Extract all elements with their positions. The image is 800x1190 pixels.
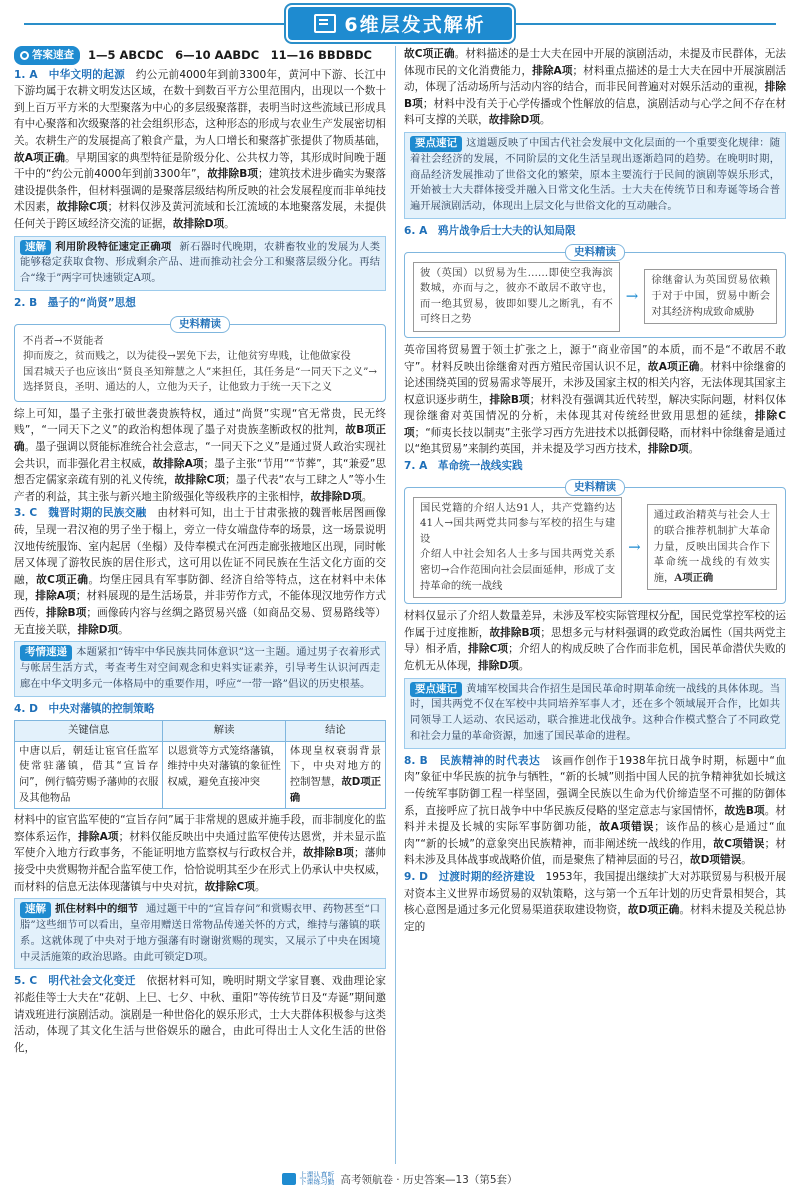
q3-head: 3. C 魏晋时期的民族交融 (14, 507, 147, 520)
q2-source-line-2: 抑而废之，贫而贱之，以为徒役→罢免下去，让他贫穷卑贱，让他做家役 (23, 350, 351, 363)
banner-title: 6维层发式解析 (344, 13, 486, 36)
exam-trend-tag: 考情速递 (20, 645, 72, 661)
q5-explanation-cont: 故C项正确。材料描述的是士大夫在园中开展的演剧活动，未提及市民群体，无法体现市民的文化消费能力，排除A项；材料重点描述的是士大夫在园中开展演剧活动，体现了活动场所与活动内容的结合，而非民间普遍对对娱乐活动的重视，排除B项；材料中没有关于心学传播或个性解放的信息，演剧活动与心学之间不存在材料可支撑的关联，故排除D项。 (404, 48, 787, 127)
q7-source-line-1: 国民党籍的介绍人达91人，共产党籍约达41人→国共两党共同参与军校的招生与建设 (420, 501, 616, 545)
page (14, 6, 786, 1184)
q2-source-line-3: 国君城天子也应该出“贤良圣知辩慧之人”来担任，其任务是“一同天下之义”→选择贤良，圣明、通达的人，立他为天子，让他致力于统一天下之义 (23, 365, 377, 394)
q4-th-conclusion: 结论 (285, 721, 385, 742)
publisher-logo: 上课认真听 下课练习勤 (282, 1172, 334, 1186)
q6-head: 6. A 鸦片战争后士大夫的认知局限 (404, 224, 576, 237)
footer-text: 高考领航卷 · 历史答案—13（第5套） (340, 1173, 518, 1186)
q4-explanation: 材料中的宦官监军使的“宣旨存问”属于非常规的恩威并施手段，而非制度化的监察体系运作，排除A项；材料仅能反映出中央通过监军使传达恩赏，并未显示监军使介入地方行政事务，不能证明地方监察权与行政权合并，故排除B项；藩帅接受中央赏赐物并配合监军使工作，恰恰说明其至少在形式上仍承认中央权威，而材料的信息无法体现藩镇与中央对抗，故排除C项。 (14, 814, 387, 893)
q9-head: 9. D 过渡时期的经济建设 (404, 870, 535, 883)
banner (14, 6, 786, 40)
q3-explanation: 3. C 魏晋时期的民族交融 由材料可知，出土于甘肃张掖的魏晋帐居图画像砖，呈现一君汉袍的男子坐于榻上，旁立一侍女端盘侍奉的场景，这一场景说明汉地传统服饰、室内起居（坐榻）及侍奉模式在河西走廊张掖地区出现，同时帐居又体现了游牧民族的居住形式，这可用以佐证不同民族在生活文化方面的交融，故C项正确。均堡庄园具有军事防御、经济自给等特点，这在材料中未体现，排除A项；材料展现的是生活场景，并非劳作方式，不能体现汉地劳作方式西传，排除B项；画像砖内容与丝绸之路贸易兴盛（如商品交易、贸易路线等）无直接关联，排除D项。 (14, 507, 387, 636)
q7-source-list (413, 497, 622, 599)
q7-key-note (404, 678, 786, 749)
q4-quick-note (14, 898, 386, 969)
q8-head: 8. B 民族精神的时代表达 (404, 754, 541, 767)
q6-source-card (404, 245, 786, 338)
q4-td-interpretation: 以恩赏等方式笼络藩镇，维持中央对藩镇的象征性权威，避免直接冲突 (163, 741, 285, 808)
arrow-right-icon: → (625, 286, 639, 305)
q1-head: 1. A 中华文明的起源 (14, 68, 125, 81)
q2-card-title: 史料精读 (170, 316, 230, 333)
q5-key-note (404, 132, 786, 219)
q6-card-title: 史料精读 (565, 244, 625, 261)
q6-explanation: 英帝国将贸易置于领土扩张之上，源于“商业帝国”的本质，而不是“不敢居不敢守”。材料反映出徐继畲对西方殖民帝国认识不足，故A项正确。材料中徐继畲的论述围绕英国的贸易需求等展开，未涉及国家主权的相关内容，无法体现其国家主权意识逐步萌生，排除B项；材料没有强调其近代转型，解决实际问题，材料仅体现徐继畲对英国情况的分析，未体现其对传统经世致用思想的延续，排除C项；“师夷长技以制夷”主张学习西方先进技术以抵御侵略，而材料中徐继畲是通过以“绝其贸易”来制约英国，并未提及学习西方技术，排除D项。 (404, 343, 786, 456)
q5-head: 5. C 明代社会文化变迁 (14, 975, 136, 988)
q4-analysis-table (14, 720, 386, 809)
document-icon (314, 14, 336, 33)
key-points-tag: 要点速记 (410, 682, 462, 698)
q4-td-key-info: 中唐以后，朝廷让宦官任监军使常驻藩镇，借其“宣旨存问”，例行犒劳赐予藩帅的衣服及其他物品 (15, 741, 163, 808)
q7-head: 7. A 革命统一战线实践 (404, 460, 523, 473)
quick-tag: 速解 (20, 240, 51, 256)
q4-th-key-info: 关键信息 (15, 721, 163, 742)
q9-explanation: 9. D 过渡时期的经济建设 1953年，我国提出继续扩大对苏联贸易与积极开展对资本主义世界市场贸易的双轨策略，这与第一个五年计划的历史背景相契合，其核心意图是通过多元化贸易渠道获取建设物资，故D项正确。材料未提及关税总协定的 (404, 870, 787, 933)
arrow-right-icon: → (628, 537, 641, 556)
banner-title-box (288, 7, 511, 40)
q1-quick-note (14, 236, 386, 291)
q3-exam-note (14, 641, 386, 696)
q5-note-text: 这道题反映了中国古代社会发展中文化层面的一个重要变化规律：随着社会经济的发展，不同阶层的文化生活呈现出逐渐趋同的趋势。在晚明时期，商品经济发展推动了世俗文化的繁荣，原本主要流行于民间的演剧等娱乐形式，开始被士大夫群体接受并融入日常文化生活。士大夫在传统节日和寿诞等场合普遍开展演剧活动，体现出上层文化与世俗文化的互动融合。 (410, 136, 780, 213)
q6-source-quote: 彼（英国）以贸易为生……即使空我海滨数城，亦而与之，彼亦不敢居不敢守也，而一绝其贸易，彼即如婴儿之断乳，有不可终日之势 (413, 262, 620, 332)
q6-flow (413, 262, 777, 332)
logo-icon (282, 1173, 296, 1185)
key-points-tag: 要点速记 (410, 136, 462, 152)
q7-flow (413, 497, 777, 599)
q7-note-text: 黄埔军校国共合作招生是国民革命时期革命统一战线的具体体现。当时，国共两党不仅在军校中共同培养军事人才，还在多个领域展开合作，比如共同领导工人运动、农民运动，联合推进北伐战争。这种合作模式整合了不同政党和社会力量的革命资源，加速了国民革命的进程。 (410, 682, 780, 742)
q3-note-text: 本题紧扣“铸牢中华民族共同体意识”这一主题。通过男子衣着形式与帐居生活方式，考查考生对空间观念和史料实证素养，引导考生认识河西走廊在中华文明多元一体格局中的重要作用，呼应“一带一路”倡议的历史根基。 (20, 646, 380, 690)
quick-tag: 速解 (20, 902, 51, 918)
q8-explanation: 8. B 民族精神的时代表达 该画作创作于1938年抗日战争时期，标题中“血肉”象征中华民族的抗争与牺牲，“新的长城”则指中国人民的抗争精神犹如长城这一传统军事防御工程一样坚固，强调全民族以生命为代价缔造坚不可摧的防御体系，直接呼应了抗日战争中中华民族反侵略的坚定意志与家国情怀，故选B项。材料并未提及长城的实际军事防御功能，故A项错误；该作品的核心是通过“血肉”“新的长城”的意象突出民族精神，而非阐述统一战线的作用，故C项错误；材料未涉及具体战事或战略价值，而是聚焦了精神层面的号召，故D项错误。 (404, 754, 787, 867)
q7-explanation: 材料仅显示了介绍人数量差异，未涉及军校实际管理权分配，国民党掌控军校的运作属于过度推断，故排除B项；思想多元与材料强调的政党政治属性（国共两党主导）相矛盾，排除C项；介绍人的构成反映了合作而非危机，国民革命潜伏失败的危机无从体现，排除D项。 (404, 610, 787, 673)
answer-key-text: 1—5 ABCDC 6—10 AABDC 11—16 BBDBDC (88, 48, 372, 62)
left-column (14, 46, 386, 1056)
q1-note-title: 利用阶段特征速定正确项 (55, 240, 172, 253)
q4-th-interpretation: 解读 (163, 721, 285, 742)
q6-source-reading: 徐继畲认为英国贸易依赖于对于中国，贸易中断会对其经济构成致命威胁 (644, 269, 777, 324)
q2-head: 2. B 墨子的“尚贤”思想 (14, 296, 136, 309)
q1-explanation: 1. A 中华文明的起源 约公元前4000年到前3300年，黄河中下游、长江中下游均属于农耕文明发达区域，在数十到数百平方公里范围内，出现以一个数十到上百万平方米的大型聚落为中心的多层级聚落群，表明当时这些流域已形成具有中心聚落和次级聚落的社会组织形态，这种形态的形成与农业生产发展密切相关。农耕生产的发展提高了粮食产量，为人口增长和聚落扩张提供了物质基础，故A项正确。早期国家的典型特征是阶级分化、公共权力等，其形成时间晚于题干中的“约公元前4000年到前3300年”，故排除B项；建筑技术进步确实为聚落建设提供条件，但材料强调的是聚落层级结构所反映的社会发展程度而非单纯技术因素，故排除C项；材料仅涉及黄河流域和长江流域的本地聚落发展，未提供任何关于跨区域经济交流的证据，故排除D项。 (14, 68, 387, 230)
q7-source-reading: 通过政治精英与社会人士的联合推荐机制扩大革命力量，反映出国共合作下革命统一战线的有效实施，A项正确 (647, 504, 777, 590)
page-footer (14, 1170, 786, 1188)
right-column (404, 46, 786, 935)
answer-key-tag: 答案速查 (14, 46, 80, 65)
q2-source-line-1: 不肖者→不贤能者 (23, 334, 104, 347)
answer-key (14, 46, 386, 65)
q4-head: 4. D 中央对藩镇的控制策略 (14, 702, 155, 715)
q1-note-text: 新石器时代晚期，农耕畜牧业的发展为人类能够稳定获取食物、形成剩余产品、进而推动社会分工和聚落层级分化。再结合“缘于”两字可快速锁定A项。 (20, 240, 381, 285)
search-icon (20, 51, 29, 60)
q2-source-card (14, 317, 386, 402)
q2-explanation: 综上可知，墨子主张打破世袭贵族特权，通过“尚贤”实现“官无常贵，民无终贱”，“一同天下之义”的政治构想体现了墨子对贵族垄断政权的批判，故B项正确。墨子强调以贤能标准统合社会意志，“一同天下之义”是通过贤人政治实现社会共识，而非强化君主权威，故排除A项；墨子主张“节用”“节葬”，其“兼爱”思想否定儒家亲疏有别的礼义传统，故排除C项；墨子代表“农与工肆之人”等小生产者的利益，其主张与新兴地主阶级强化等级秩序的主张相悖，故排除D项。 (14, 407, 387, 503)
q4-td-conclusion: 体现皇权衰弱背景下，中央对地方的控制智慧，故D项正确 (285, 741, 385, 808)
column-divider (395, 46, 396, 1164)
q7-source-card (404, 480, 786, 605)
q4-note-text: 通过题干中的“宣旨存问”和赏赐衣甲、药物甚至“口脂”这些细节可以看出，皇帝用赠送日常物品传递关怀的方式，维持与藩镇的联系。这就体现了中央对于地方强藩有时谢谢赏赐的现实，又展示了中央在困境中灵活施策的政治思路。由此可锁定D项。 (20, 903, 380, 963)
q7-source-line-2: 介绍人中社会知名人士多与国共两党关系密切→合作范围向社会层面延伸，形成了支持革命的统一战线 (420, 548, 616, 592)
q5-explanation-start: 5. C 明代社会文化变迁 依据材料可知，晚明时期文学家冒襄、戏曲理论家祁彪佳等士大夫在“花朝、上巳、七夕、中秋、重阳”等传统节日及“寿诞”期间邀请戏班进行演剧活动。演剧是一种世俗化的娱乐形式，士大夫群体积极参与这类活动，体现了其文化生活与世俗娱乐的融合，由此可得出士人文化生活的世俗化， (14, 975, 387, 1054)
q4-note-title: 抓住材料中的细节 (55, 903, 139, 916)
q7-card-title: 史料精读 (565, 479, 625, 496)
